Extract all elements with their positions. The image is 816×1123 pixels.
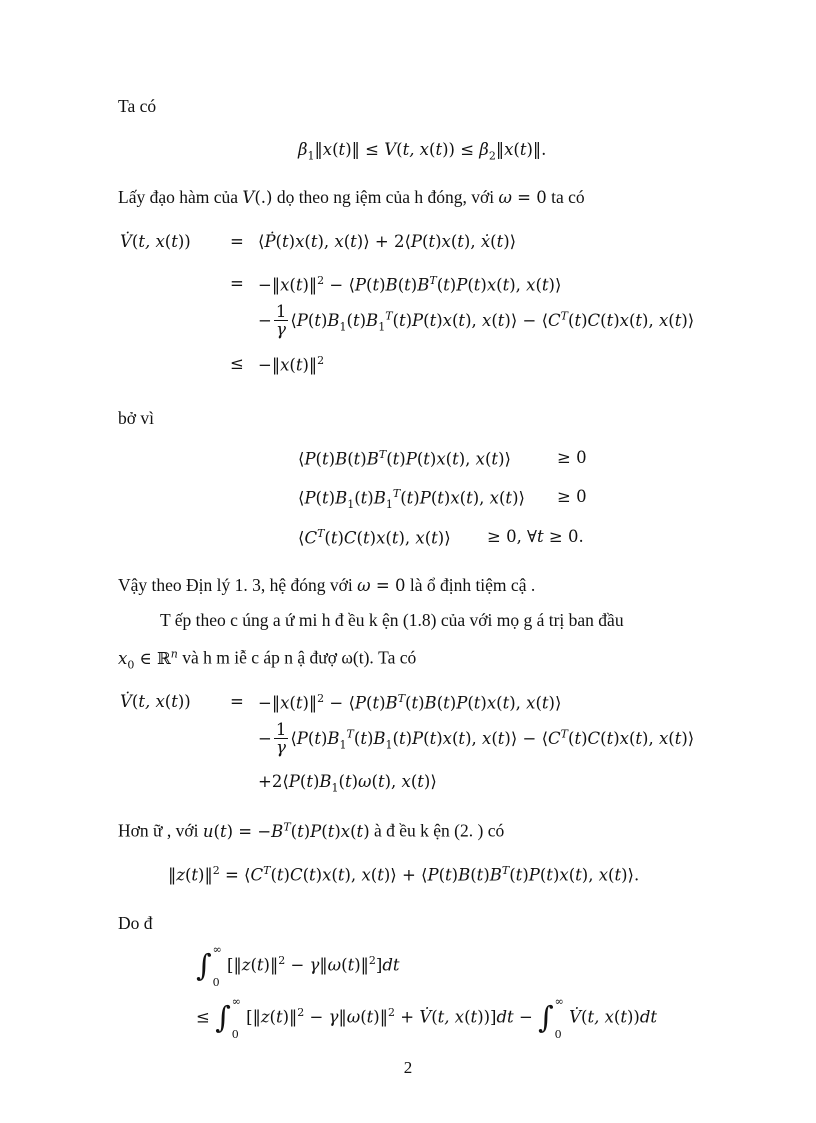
integral-expression: ∫ ∞ 0 [‖z(t)‖$^2$ − γ‖ω(t)‖$^2$]dt (196, 943, 400, 989)
control-paragraph (118, 820, 504, 842)
equation-rhs: − $\frac{1}{\gamma}$ $⟨P(t)B_1(t)B_1^T(t)P(t)x(t)$, x(t)⟩ − $⟨C^T(t)C(t)x(t)$, x(t)⟩ (258, 302, 695, 340)
initial-value-paragraph (118, 647, 416, 671)
inequality-beta-bounds: $\beta_1‖x(t)‖ \le V(t$, $x(t)) \le \beta_2‖x(t)‖$. (298, 140, 547, 163)
equation-rel: = (230, 232, 244, 251)
equation-rel: ≥ 0, ∀t ≥ 0. (487, 527, 584, 546)
math-inline: $u(t) = -B^T(t)P(t)x(t)$ (202, 820, 370, 841)
equation-rel: ≤ (230, 354, 244, 373)
equation-rhs: −‖x(t)‖$^2$ − $⟨P(t)B(t)B^T(t)P(t)x(t)$, x(t)⟩ (258, 274, 562, 295)
paragraph-text: là ổ định tiệm cậ . (409, 575, 536, 595)
math-inline: $x_0$ ∈ ℝ$^n$ (118, 647, 178, 671)
equation-rhs: $+2⟨P(t)B_1(t)\omega(t)$, x(t)⟩ (258, 772, 437, 795)
paragraph-text: Vậy theo Địn lý 1. 3, hệ đóng với (118, 575, 353, 595)
equation-row: $⟨P(t)B_1(t)B_1^T(t)P(t)x(t)$, x(t)⟩ (298, 487, 525, 511)
paragraph-text: T ếp theo c úng a ứ mi h đ ều k ện (1.8) của với mọ g á trị ban đầu (160, 610, 624, 630)
equation-rel: ≥ 0 (557, 448, 587, 467)
paragraph-text: Ta có (118, 96, 157, 116)
paragraph-text: bở vì (118, 408, 154, 428)
paragraph-text: Lấy đạo hàm của (118, 187, 239, 207)
equation-rhs: −‖x(t)‖$^2$ − $⟨P(t)B^T(t)B(t)P(t)x(t)$, x(t)⟩ (258, 692, 562, 713)
math-inline: ω = 0 (498, 188, 547, 207)
equation-lhs: V̇(t, x(t)) (120, 232, 191, 251)
derivative-paragraph (118, 187, 585, 208)
equation-rel: ≥ 0 (557, 487, 587, 506)
integral-inequality: ≤ ∫ ∞ 0 [‖z(t)‖$^2$ − γ‖ω(t)‖$^2$ + V̇(t, x(t))]dt − ∫ ∞ 0 V̇(t, x(t))dt (196, 995, 658, 1041)
equation-rel: = (230, 692, 244, 711)
paragraph-text: à đ ều k ện (2. ) có (374, 820, 505, 841)
equation-rhs: − $\frac{1}{\gamma}$ $⟨P(t)B_1^T(t)B_1(t)P(t)x(t)$, x(t)⟩ − $⟨C^T(t)C(t)x(t)$, x(t)⟩ (258, 720, 695, 758)
paragraph-text: Do đ (118, 913, 153, 933)
paragraph-text: ta có (551, 187, 585, 207)
paragraph-text: và h m iễ c áp n ậ đượ ω(t). Ta có (182, 647, 417, 668)
paragraph-text: dọ theo ng iệm của h đóng, với (276, 187, 495, 207)
equation-row: $⟨C^T(t)C(t)x(t)$, x(t)⟩ (298, 527, 451, 548)
paragraph-text: Hơn ữ , với (118, 820, 199, 841)
equation-rhs: −‖x(t)‖$^2$ (258, 354, 325, 375)
equation-row: $⟨P(t)B(t)B^T(t)P(t)x(t)$, x(t)⟩ (298, 448, 511, 469)
math-inline: ω = 0 (357, 576, 406, 595)
stability-paragraph (118, 575, 535, 596)
math-inline: V(.) (242, 188, 273, 207)
equation-rhs: ⟨Ṗ(t)x(t), x(t)⟩ + 2⟨P(t)x(t), ẋ(t)⟩ (258, 232, 517, 251)
page-number: 2 (403, 1058, 413, 1077)
equation-lhs: V̇(t, x(t)) (120, 692, 191, 711)
equation-rel: = (230, 274, 244, 293)
equation-z-norm: ‖z(t)‖$^2$ = $⟨C^T(t)C(t)x(t)$, x(t)⟩ + $⟨P(t)B(t)B^T(t)P(t)x(t)$, x(t)⟩. (168, 864, 640, 885)
